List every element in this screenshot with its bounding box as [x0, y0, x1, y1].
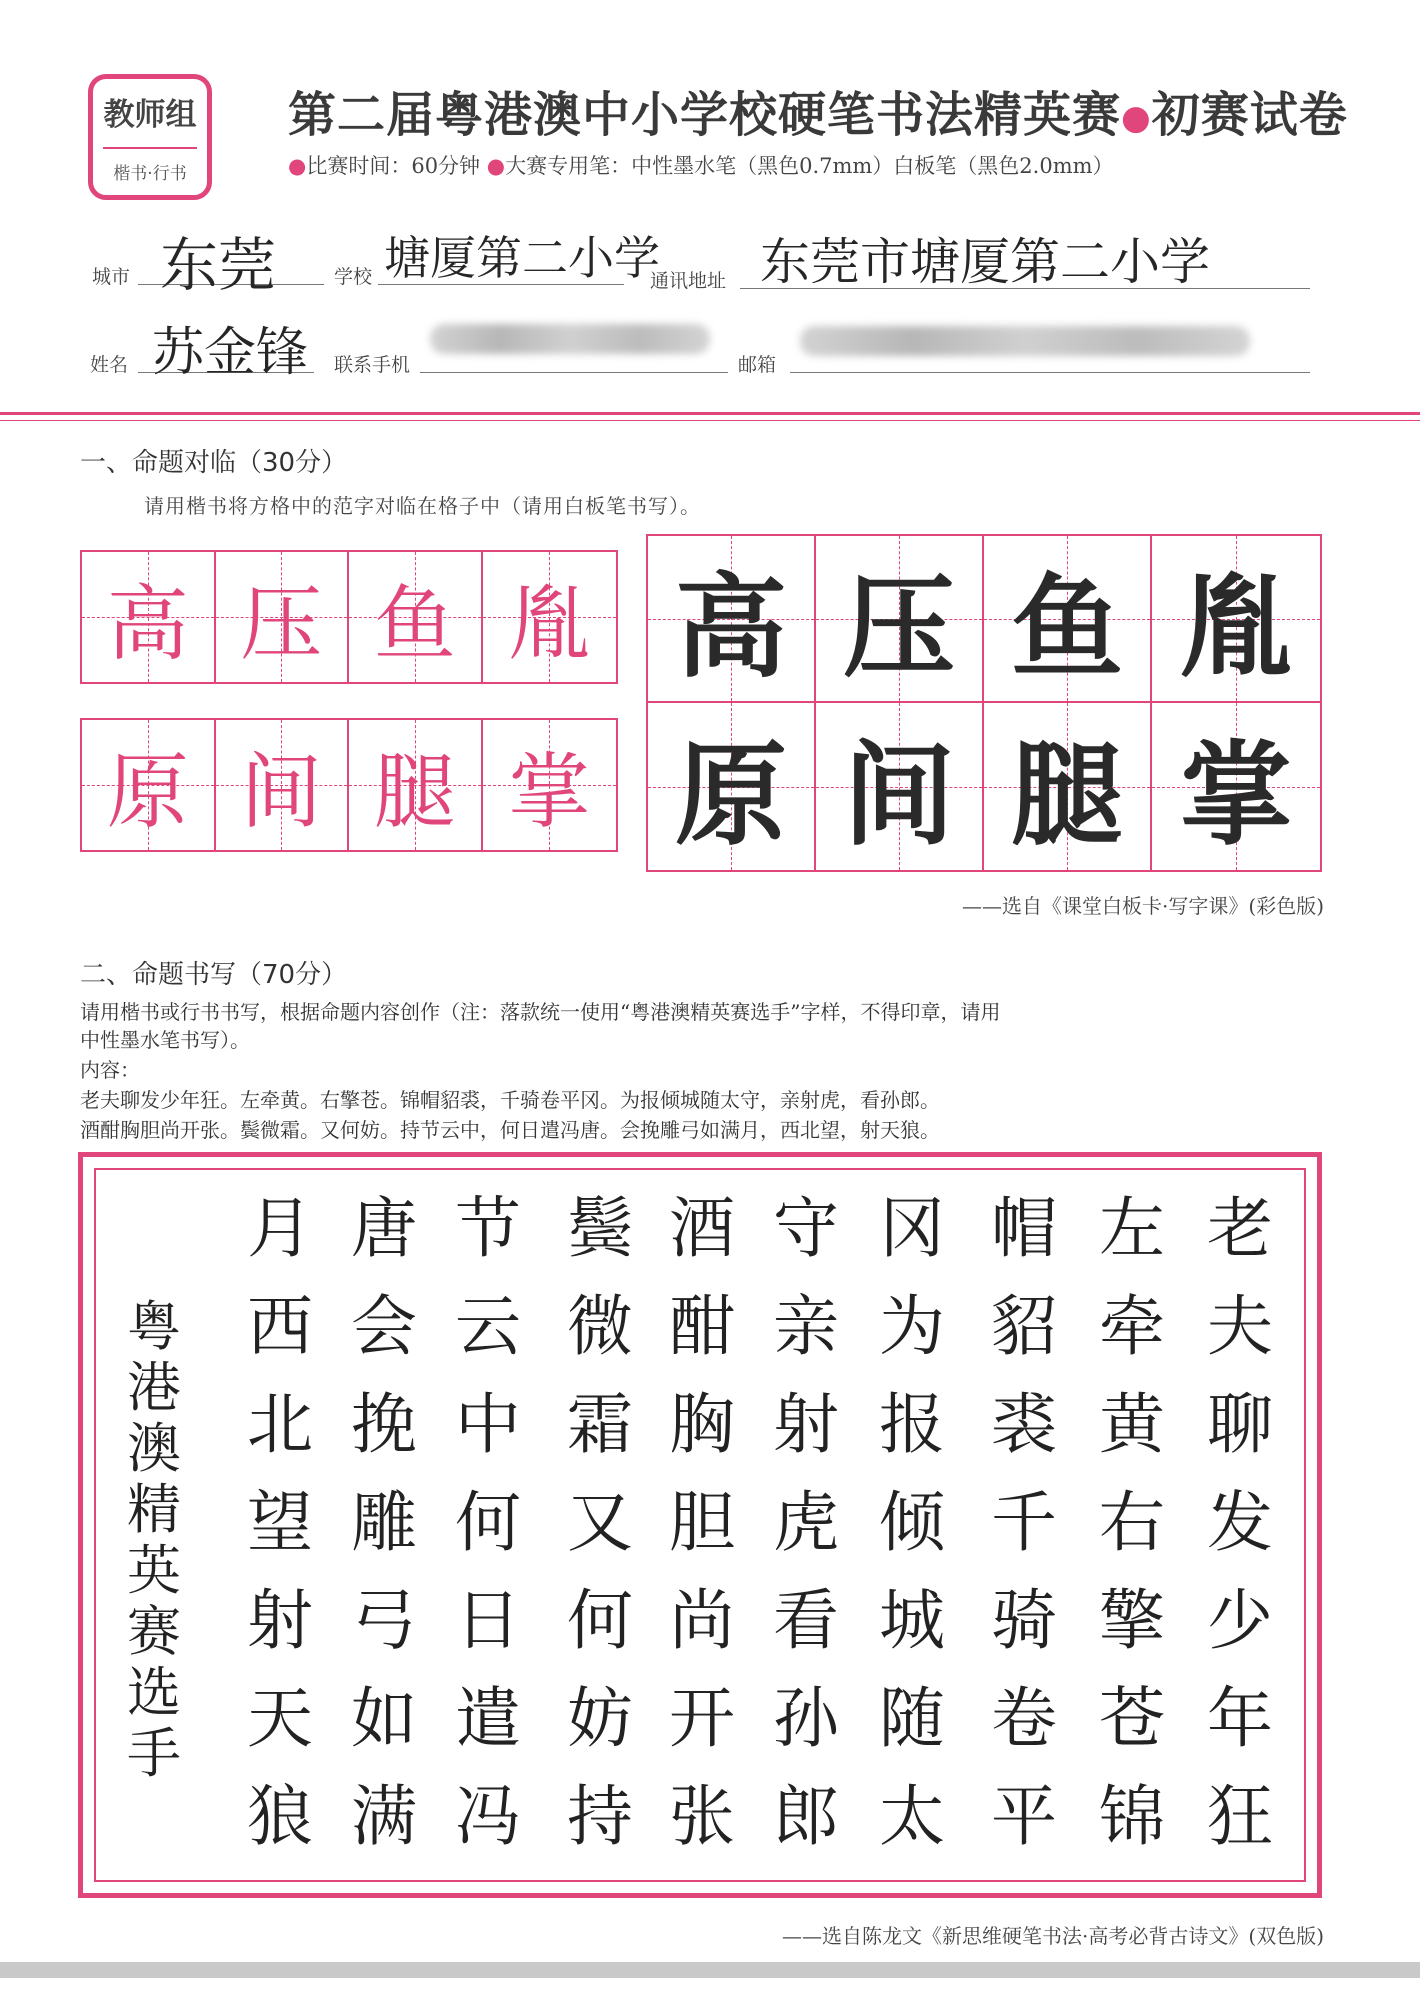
writing-column	[1082, 1180, 1182, 1866]
group-badge	[88, 74, 212, 200]
grid-cell[interactable]	[483, 720, 617, 850]
writing-column	[334, 1180, 434, 1866]
writing-column	[862, 1180, 962, 1866]
signature-char: 粤	[127, 1295, 181, 1358]
city-label: 城市	[92, 266, 131, 288]
badge-title: 教师组	[103, 97, 197, 133]
handwritten-char: 中	[455, 1386, 521, 1463]
section2-instruction-2: 中性墨水笔书写）。	[80, 1028, 250, 1052]
written-char: 鱼	[1011, 562, 1123, 693]
badge-divider	[103, 147, 197, 149]
writing-column	[652, 1180, 752, 1866]
model-char: 鱼	[373, 576, 456, 672]
page-title	[288, 76, 1348, 145]
signature-char: 港	[127, 1356, 181, 1419]
handwritten-char: 郎	[773, 1778, 839, 1855]
handwritten-char: 持	[567, 1778, 633, 1855]
answer-cell[interactable]	[816, 703, 984, 870]
school-field[interactable]: 塘厦第二小学	[384, 231, 660, 285]
signature-char: 精	[127, 1478, 181, 1541]
handwritten-char: 望	[247, 1484, 313, 1561]
name-label: 姓名	[90, 354, 129, 376]
grid-cell[interactable]	[82, 552, 216, 682]
handwritten-char: 夫	[1207, 1288, 1273, 1365]
phone-field[interactable]	[430, 324, 710, 354]
section1-title: 一、命题对临（30分）	[80, 448, 348, 478]
written-char: 间	[843, 730, 955, 861]
signature-char: 英	[127, 1539, 181, 1602]
grid-cell[interactable]	[349, 552, 483, 682]
header-divider-thin	[0, 420, 1420, 421]
practice-grid-row1[interactable]	[80, 550, 618, 684]
model-char: 间	[240, 744, 323, 840]
handwritten-char: 黄	[1099, 1386, 1165, 1463]
handwritten-char: 孙	[773, 1680, 839, 1757]
model-char: 压	[240, 576, 323, 672]
content-label: 内容：	[80, 1058, 140, 1082]
handwritten-char: 右	[1099, 1484, 1165, 1561]
title-main: 第二届粤港澳中小学校硬笔书法精英赛	[288, 87, 1122, 143]
handwritten-char: 唐	[351, 1190, 417, 1267]
model-char: 胤	[508, 576, 591, 672]
handwritten-char: 北	[247, 1386, 313, 1463]
handwritten-char: 老	[1207, 1190, 1273, 1267]
handwritten-char: 为	[879, 1288, 945, 1365]
phone-underline	[420, 372, 728, 373]
handwritten-char: 狂	[1207, 1778, 1273, 1855]
signature-char: 选	[127, 1661, 181, 1724]
written-char: 压	[843, 562, 955, 693]
handwritten-char: 卷	[991, 1680, 1057, 1757]
handwritten-char: 虎	[773, 1484, 839, 1561]
written-answer-grid[interactable]	[646, 534, 1322, 872]
signature-char: 澳	[127, 1417, 181, 1480]
handwritten-char: 遣	[455, 1680, 521, 1757]
answer-cell[interactable]	[648, 703, 816, 870]
handwritten-char: 左	[1099, 1190, 1165, 1267]
handwritten-char: 射	[247, 1582, 313, 1659]
handwritten-char: 西	[247, 1288, 313, 1365]
scan-edge	[0, 1962, 1420, 1978]
handwritten-char: 千	[991, 1484, 1057, 1561]
handwritten-char: 看	[773, 1582, 839, 1659]
signature-column	[116, 1296, 192, 1784]
handwritten-char: 又	[567, 1484, 633, 1561]
grid-cell[interactable]	[82, 720, 216, 850]
grid-cell[interactable]	[216, 720, 350, 850]
answer-cell[interactable]	[1152, 536, 1320, 703]
answer-cell[interactable]	[648, 536, 816, 703]
handwritten-char: 狼	[247, 1778, 313, 1855]
handwritten-char: 弓	[351, 1582, 417, 1659]
model-char: 掌	[508, 744, 591, 840]
handwritten-char: 会	[351, 1288, 417, 1365]
grid-cell[interactable]	[349, 720, 483, 850]
handwritten-char: 妨	[567, 1680, 633, 1757]
written-char: 原	[675, 730, 787, 861]
section2-instruction-1: 请用楷书或行书书写，根据命题内容创作（注：落款统一使用“粤港澳精英赛选手”字样，不得印章，请用	[80, 1000, 1001, 1024]
section2-source: ——选自陈龙文《新思维硬笔书法·高考必背古诗文》(双色版)	[782, 1924, 1324, 1948]
handwritten-char: 守	[773, 1190, 839, 1267]
handwritten-char: 年	[1207, 1680, 1273, 1757]
bullet-icon: ●	[288, 154, 307, 178]
handwritten-char: 骑	[991, 1582, 1057, 1659]
poem-line-1: 老夫聊发少年狂。左牵黄。右擎苍。锦帽貂裘，千骑卷平冈。为报倾城随太守，亲射虎，看孙郎。	[80, 1088, 940, 1112]
title-tail: 初赛试卷	[1151, 87, 1348, 143]
handwritten-char: 霜	[567, 1386, 633, 1463]
handwritten-char: 貂	[991, 1288, 1057, 1365]
written-char: 高	[675, 562, 787, 693]
handwritten-char: 酒	[669, 1190, 735, 1267]
handwritten-char: 亲	[773, 1288, 839, 1365]
handwritten-char: 鬓	[567, 1190, 633, 1267]
answer-cell[interactable]	[984, 703, 1152, 870]
writing-column	[974, 1180, 1074, 1866]
handwritten-char: 张	[669, 1778, 735, 1855]
handwritten-char: 月	[247, 1190, 313, 1267]
badge-subtitle: 楷书·行书	[113, 164, 187, 184]
handwritten-char: 何	[455, 1484, 521, 1561]
handwritten-char: 尚	[669, 1582, 735, 1659]
written-char: 掌	[1180, 730, 1292, 861]
writing-column	[1190, 1180, 1290, 1866]
name-field[interactable]: 苏金锋	[152, 323, 309, 383]
section1-source: ——选自《课堂白板卡·写字课》(彩色版)	[962, 894, 1324, 918]
address-label: 通讯地址	[650, 270, 727, 292]
handwritten-char: 云	[455, 1288, 521, 1365]
answer-cell[interactable]	[816, 536, 984, 703]
handwritten-char: 牵	[1099, 1288, 1165, 1365]
email-label: 邮箱	[738, 354, 777, 376]
address-field[interactable]: 东莞市塘厦第二小学	[760, 233, 1210, 291]
handwritten-char: 挽	[351, 1386, 417, 1463]
model-char: 原	[106, 744, 189, 840]
handwritten-char: 天	[247, 1680, 313, 1757]
writing-column	[230, 1180, 330, 1866]
handwritten-char: 何	[567, 1582, 633, 1659]
handwritten-char: 聊	[1207, 1386, 1273, 1463]
title-dot-icon: ●	[1121, 98, 1152, 138]
handwritten-char: 锦	[1099, 1778, 1165, 1855]
section1-instruction: 请用楷书将方格中的范字对临在格子中（请用白板笔书写）。	[144, 494, 701, 518]
handwritten-char: 裘	[991, 1386, 1057, 1463]
handwritten-char: 发	[1207, 1484, 1273, 1561]
handwritten-char: 胸	[669, 1386, 735, 1463]
handwritten-char: 微	[567, 1288, 633, 1365]
email-underline	[790, 372, 1310, 373]
handwritten-char: 酣	[669, 1288, 735, 1365]
signature-char: 手	[127, 1722, 181, 1785]
handwritten-char: 报	[879, 1386, 945, 1463]
signature-char: 赛	[127, 1600, 181, 1663]
handwritten-char: 苍	[1099, 1680, 1165, 1757]
pen-info: 大赛专用笔：中性墨水笔（黑色0.7mm）白板笔（黑色2.0mm）	[505, 154, 1114, 178]
school-label: 学校	[334, 266, 373, 288]
handwritten-char: 日	[455, 1582, 521, 1659]
answer-cell[interactable]	[984, 536, 1152, 703]
writing-column	[438, 1180, 538, 1866]
section2-title: 二、命题书写（70分）	[80, 960, 348, 990]
poem-line-2: 酒酣胸胆尚开张。鬓微霜。又何妨。持节云中，何日遣冯唐。会挽雕弓如满月，西北望，射天狼。	[80, 1118, 940, 1142]
model-char: 腿	[373, 744, 456, 840]
bullet-icon: ●	[486, 154, 506, 178]
practice-grid-row2[interactable]	[80, 718, 618, 852]
handwritten-char: 少	[1207, 1582, 1273, 1659]
writing-column	[756, 1180, 856, 1866]
writing-column	[550, 1180, 650, 1866]
handwritten-char: 城	[879, 1582, 945, 1659]
handwritten-char: 雕	[351, 1484, 417, 1561]
handwritten-char: 射	[773, 1386, 839, 1463]
handwritten-char: 帽	[991, 1190, 1057, 1267]
handwritten-char: 太	[879, 1778, 945, 1855]
phone-label: 联系手机	[334, 354, 411, 376]
handwritten-char: 冯	[455, 1778, 521, 1855]
time-info: 比赛时间：60分钟	[306, 154, 481, 178]
handwritten-char: 平	[991, 1778, 1057, 1855]
handwritten-char: 节	[455, 1190, 521, 1267]
handwritten-char: 随	[879, 1680, 945, 1757]
written-char: 腿	[1011, 730, 1123, 861]
handwritten-char: 胆	[669, 1484, 735, 1561]
handwritten-char: 满	[351, 1778, 417, 1855]
answer-cell[interactable]	[1152, 703, 1320, 870]
email-field[interactable]	[800, 326, 1250, 356]
city-field[interactable]: 东莞	[160, 231, 277, 299]
handwritten-char: 冈	[879, 1190, 945, 1267]
written-char: 胤	[1180, 562, 1292, 693]
exam-info-line	[288, 150, 1114, 180]
grid-cell[interactable]	[483, 552, 617, 682]
handwritten-char: 倾	[879, 1484, 945, 1561]
grid-cell[interactable]	[216, 552, 350, 682]
handwritten-char: 如	[351, 1680, 417, 1757]
handwritten-char: 擎	[1099, 1582, 1165, 1659]
model-char: 高	[106, 576, 189, 672]
header-divider	[0, 412, 1420, 415]
handwritten-char: 开	[669, 1680, 735, 1757]
